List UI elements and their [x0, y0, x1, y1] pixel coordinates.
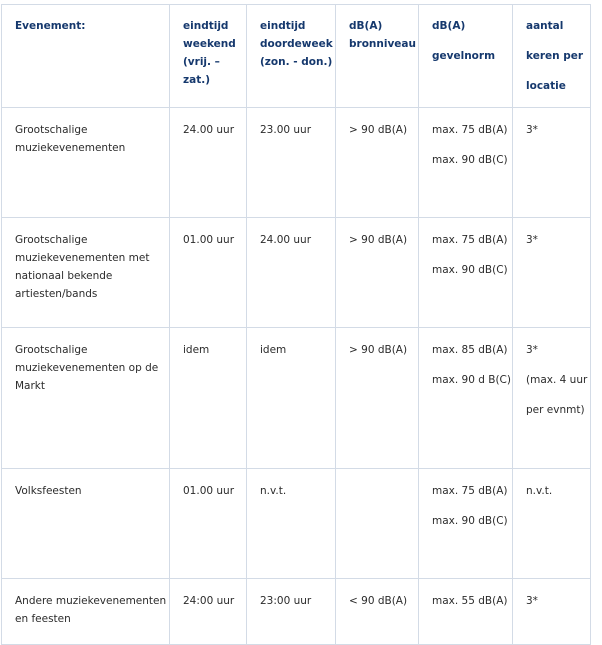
cell-end-weekday: idem: [247, 328, 336, 469]
cell-source-level: > 90 dB(A): [336, 328, 419, 469]
cell-event: Volksfeesten: [2, 469, 170, 579]
table-row: [2, 108, 591, 218]
header-row: [2, 5, 591, 108]
cell-event: Grootschalige muziekevenementen: [2, 108, 170, 218]
events-table: [1, 4, 591, 645]
header-facade-norm: dB(A) gevelnorm: [419, 5, 513, 108]
cell-times-per-location: 3*: [513, 108, 591, 218]
cell-end-weekday: 23.00 uur: [247, 108, 336, 218]
header-event: Evenement:: [2, 5, 170, 108]
table-row: [2, 328, 591, 469]
cell-end-weekday: 24.00 uur: [247, 218, 336, 328]
cell-end-weekday: 23:00 uur: [247, 579, 336, 645]
cell-source-level: [336, 469, 419, 579]
cell-source-level: > 90 dB(A): [336, 218, 419, 328]
cell-end-weekday: n.v.t.: [247, 469, 336, 579]
cell-end-weekend: 24:00 uur: [170, 579, 247, 645]
cell-facade-norm: max. 85 dB(A) max. 90 d B(C): [419, 328, 513, 469]
cell-times-per-location: 3*: [513, 579, 591, 645]
cell-times-per-location: n.v.t.: [513, 469, 591, 579]
table-row: [2, 218, 591, 328]
cell-event: Grootschalige muziekevenementen op de Markt: [2, 328, 170, 469]
cell-event: Grootschalige muziekevenementen met nationaal bekende artiesten/bands: [2, 218, 170, 328]
cell-end-weekend: idem: [170, 328, 247, 469]
cell-source-level: < 90 dB(A): [336, 579, 419, 645]
cell-end-weekend: 01.00 uur: [170, 218, 247, 328]
cell-end-weekend: 01.00 uur: [170, 469, 247, 579]
cell-facade-norm: max. 75 dB(A) max. 90 dB(C): [419, 469, 513, 579]
cell-times-per-location: 3*: [513, 218, 591, 328]
cell-event: Andere muziekevenementen en feesten: [2, 579, 170, 645]
table-row: [2, 579, 591, 645]
header-end-weekday: eindtijd doordeweek (zon. - don.): [247, 5, 336, 108]
header-source-level: dB(A) bronniveau: [336, 5, 419, 108]
cell-facade-norm: max. 75 dB(A) max. 90 dB(C): [419, 108, 513, 218]
cell-facade-norm: max. 55 dB(A): [419, 579, 513, 645]
cell-source-level: > 90 dB(A): [336, 108, 419, 218]
cell-end-weekend: 24.00 uur: [170, 108, 247, 218]
header-end-weekend: eindtijd weekend (vrij. – zat.): [170, 5, 247, 108]
cell-times-per-location: 3* (max. 4 uur per evnmt): [513, 328, 591, 469]
table-row: [2, 469, 591, 579]
header-times-per-location: aantal keren per locatie: [513, 5, 591, 108]
cell-facade-norm: max. 75 dB(A) max. 90 dB(C): [419, 218, 513, 328]
